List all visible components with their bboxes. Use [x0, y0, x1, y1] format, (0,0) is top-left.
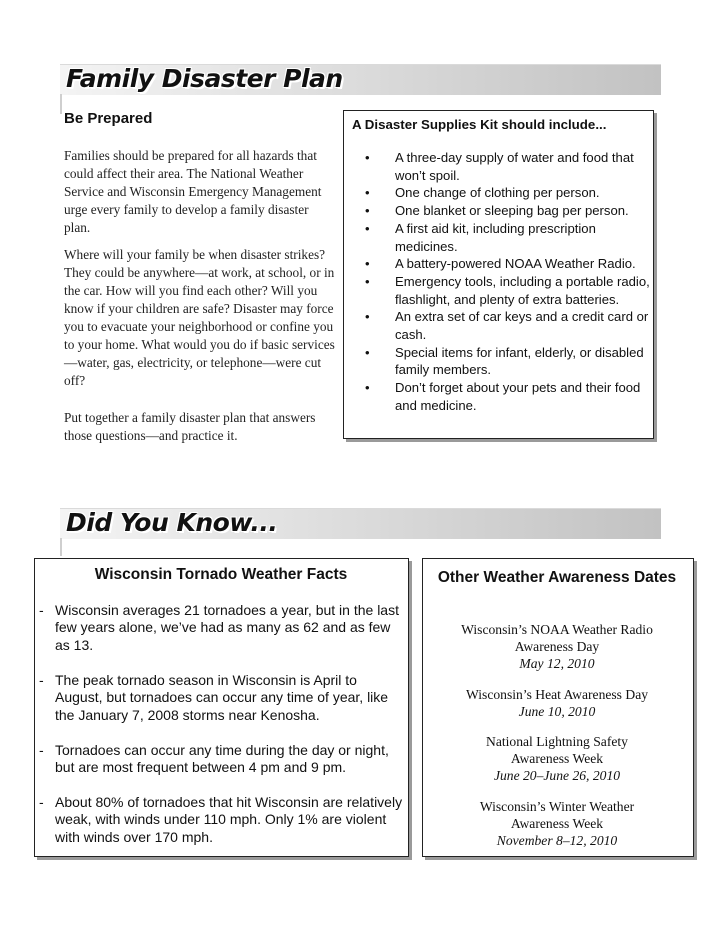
list-item — [426, 686, 688, 720]
list-item — [360, 149, 650, 184]
list-item-text: A three-day supply of water and food that won’t spoil. — [395, 150, 634, 183]
bullet: • — [365, 273, 370, 289]
prepared-paragraph: Families should be prepared for all hazards that could affect their area. The National Weather Service and Wisconsin Emergency Management urge every family to develop a family disaster plan. — [64, 148, 322, 235]
bullet: • — [365, 380, 370, 396]
event-name-line: Wisconsin’s Winter Weather — [479, 798, 635, 814]
bullet: • — [365, 256, 370, 272]
dash-marker: - — [39, 602, 44, 618]
section-title-know: Did You Know... — [66, 508, 278, 537]
bullet: • — [365, 344, 370, 360]
list-item — [426, 621, 688, 673]
list-item — [39, 602, 403, 654]
list-item-text: An extra set of car keys and a credit card or cash. — [395, 309, 649, 343]
list-item — [39, 742, 403, 777]
event-name-line: Wisconsin’s NOAA Weather Radio — [461, 622, 653, 637]
bullet: • — [365, 309, 370, 325]
event-date: May 12, 2010 — [519, 656, 595, 672]
event-name-line: National Lightning Safety — [486, 734, 628, 750]
event-date: June 20–June 26, 2010 — [493, 768, 621, 784]
supplies-kit-title: A Disaster Supplies Kit should include... — [352, 117, 607, 132]
event-date: November 8–12, 2010 — [496, 833, 618, 849]
fact-text: About 80% of tornadoes that hit Wisconsin are relatively weak, with winds under 110 mph. Only 1% are violent with winds over 170 mph. — [55, 794, 403, 845]
list-item-text: A first aid kit, including prescription medicines. — [395, 220, 596, 254]
list-item-text: Emergency tools, including a portable radio, flashlight, and plenty of extra batteries. — [395, 273, 650, 307]
supplies-kit-list — [360, 149, 650, 415]
fact-text: Wisconsin averages 21 tornadoes a year, but in the last few years alone, we’ve had as many as 62 and as few as 13. — [55, 602, 399, 653]
event-name-line: Awareness Day — [514, 639, 600, 655]
bullet: • — [365, 150, 370, 165]
list-item — [39, 794, 403, 846]
event-name-line: Awareness Week — [510, 751, 604, 767]
list-item-text: A battery-powered NOAA Weather Radio. — [395, 256, 636, 272]
list-item — [360, 308, 650, 343]
fact-text: The peak tornado season in Wisconsin is April to August, but tornadoes can occur any time of year, like the January 7, 2008 storms near Kenosha. — [55, 671, 389, 723]
list-item — [360, 379, 650, 414]
banner-edge-know — [60, 538, 62, 556]
event-name-line: Wisconsin’s Heat Awareness Day — [465, 686, 649, 702]
prepared-paragraph: Put together a family disaster plan that answers those questions—and practice it. — [64, 410, 316, 443]
list-item-text: One change of clothing per person. — [395, 185, 600, 201]
awareness-events-list — [426, 621, 688, 862]
bullet: • — [365, 220, 370, 236]
list-item — [426, 798, 688, 850]
section-banner-plan — [60, 64, 661, 95]
list-item — [360, 202, 650, 220]
section-banner-know — [60, 508, 661, 539]
bullet: • — [365, 203, 370, 219]
prepared-paragraph: Where will your family be when disaster strikes? They could be anywhere—at work, at school, or in the car. How will you find each other? Will you know if your children are safe? Disaster may force you to evacuate your neighborhood or confine you to your home. What would you do if basic services—water, gas, electricity, or telephone—were cut off? — [64, 247, 335, 388]
fact-text: Tornadoes can occur any time during the day or night, but are most frequent between 4 pm and 9 pm. — [55, 741, 389, 776]
event-name-line: Awareness Week — [510, 815, 604, 831]
event-date: June 10, 2010 — [518, 703, 596, 719]
banner-edge-plan — [60, 94, 62, 114]
section-title-plan: Family Disaster Plan — [66, 64, 343, 93]
list-item — [360, 273, 650, 308]
bullet: • — [365, 185, 370, 201]
list-item — [39, 672, 403, 724]
be-prepared-heading: Be Prepared — [64, 110, 153, 127]
awareness-dates-title: Other Weather Awareness Dates — [437, 569, 677, 586]
list-item-text: Special items for infant, elderly, or disabled family members. — [395, 344, 644, 378]
dash-marker: - — [39, 741, 44, 758]
list-item-text: Don’t forget about your pets and their food and medicine. — [395, 380, 641, 413]
list-item — [360, 184, 650, 202]
list-item — [426, 733, 688, 785]
dash-marker: - — [39, 671, 44, 688]
list-item — [360, 344, 650, 379]
list-item — [360, 220, 650, 255]
list-item — [360, 255, 650, 273]
tornado-facts-list — [39, 602, 403, 864]
list-item-text: One blanket or sleeping bag per person. — [395, 203, 629, 219]
tornado-facts-title: Wisconsin Tornado Weather Facts — [94, 566, 348, 583]
dash-marker: - — [39, 794, 44, 811]
